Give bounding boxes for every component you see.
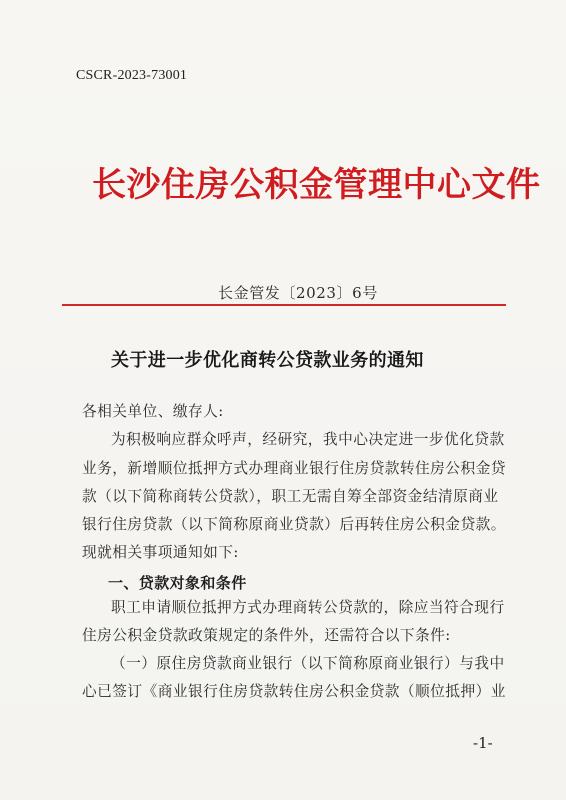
red-divider-line — [62, 304, 506, 306]
paragraph-3-line-1: （一）原住房贷款商业银行（以下简称原商业银行）与我中 — [111, 655, 505, 672]
paragraph-1-line-1: 为积极响应群众呼声，经研究，我中心决定进一步优化贷款 — [111, 431, 505, 448]
paragraph-3-line-2: 心已签订《商业银行住房贷款转住房公积金贷款（顺位抵押）业 — [82, 683, 506, 700]
page-number: -1- — [473, 734, 493, 752]
section-heading: 一、贷款对象和条件 — [108, 574, 247, 592]
paragraph-1-line-2: 业务，新增顺位抵押方式办理商业银行住房贷款转住房公积金贷 — [82, 460, 506, 477]
paragraph-1-line-3: 款（以下简称商转公贷款），职工无需自筹全部资金结清原商业 — [82, 488, 499, 505]
document-code: CSCR-2023-73001 — [76, 68, 188, 83]
salutation: 各相关单位、缴存人: — [82, 403, 224, 420]
paragraph-1-line-4: 银行住房贷款（以下简称原商业贷款）后再转住房公积金贷款。 — [82, 516, 506, 533]
paragraph-1-line-5: 现就相关事项通知如下: — [82, 544, 239, 561]
paragraph-2-line-2: 住房公积金贷款政策规定的条件外，还需符合以下条件: — [82, 627, 451, 644]
notice-title: 关于进一步优化商转公贷款业务的通知 — [111, 350, 424, 371]
document-number: 长金管发〔2023〕6号 — [218, 284, 378, 302]
paragraph-2-line-1: 职工申请顺位抵押方式办理商转公贷款的，除应当符合现行 — [111, 599, 505, 616]
issuer-title: 长沙住房公积金管理中心文件 — [92, 165, 541, 205]
